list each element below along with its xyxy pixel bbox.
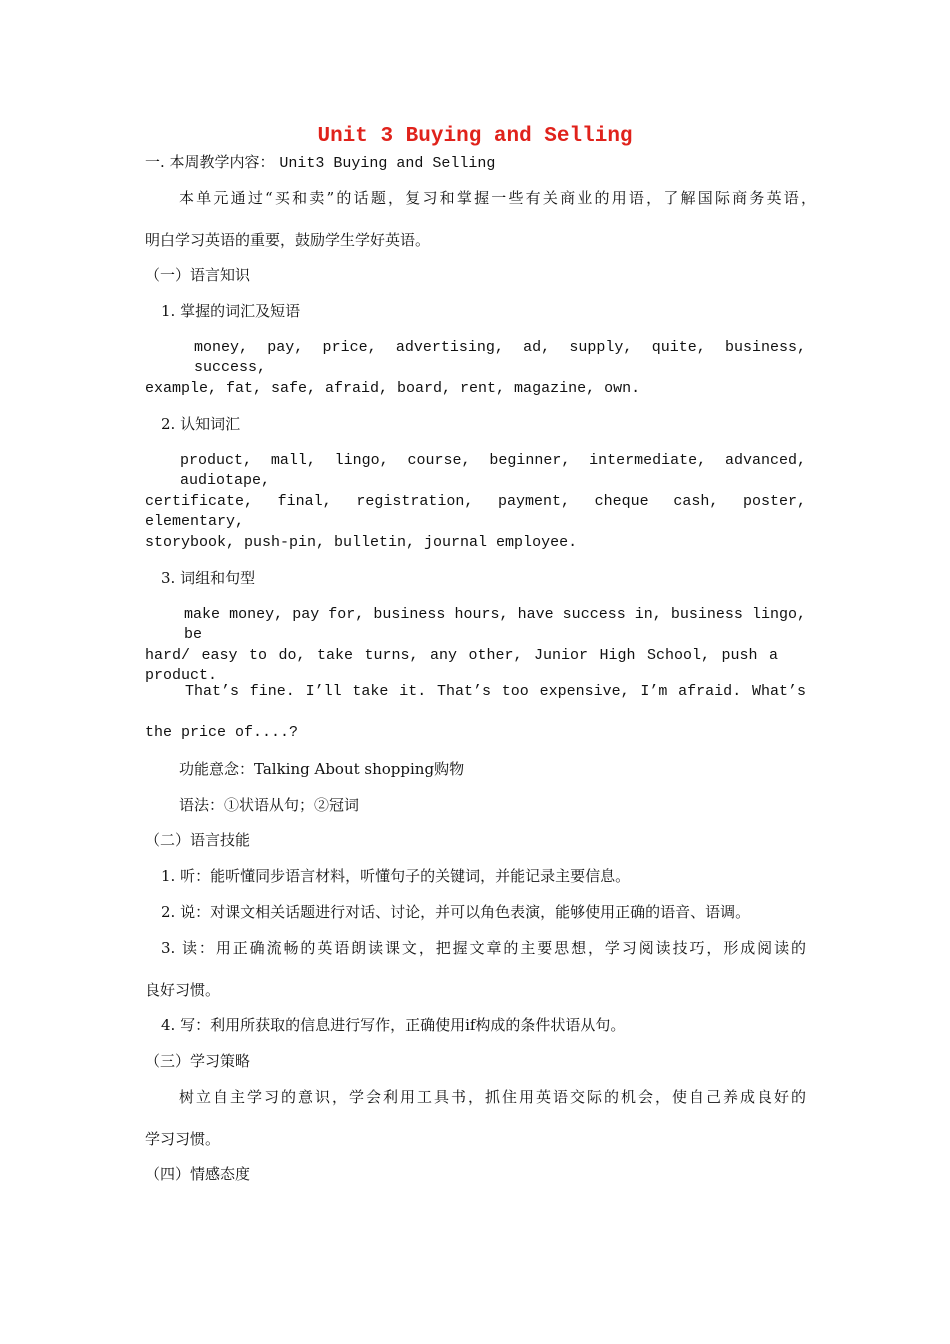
item-vocabulary-label: 1. 掌握的词汇及短语 bbox=[161, 302, 301, 320]
skill-reading-line-2: 良好习惯。 bbox=[145, 981, 221, 999]
item-phrases-label: 3. 词组和句型 bbox=[161, 569, 256, 587]
intro-heading bbox=[145, 152, 495, 174]
skill-listening: 1. 听：能听懂同步语言材料，听懂句子的关键词，并能记录主要信息。 bbox=[161, 867, 631, 885]
phrases-line-1: make money, pay for, business hours, have success in, business lingo, be bbox=[184, 606, 806, 643]
section-heading-emotional-attitude: （四）情感态度 bbox=[145, 1165, 251, 1183]
recognition-vocab-line-3: storybook, push-pin, bulletin, journal employee. bbox=[145, 534, 578, 551]
skill-writing: 4. 写：利用所获取的信息进行写作，正确使用if构成的条件状语从句。 bbox=[161, 1016, 626, 1034]
vocabulary-line-2: example, fat, safe, afraid, board, rent, magazine, own. bbox=[145, 380, 641, 397]
section-heading-language-knowledge: （一）语言知识 bbox=[145, 266, 251, 284]
function-notion: 功能意念：Talking About shopping购物 bbox=[179, 760, 465, 778]
grammar-note: 语法：①状语从句；②冠词 bbox=[179, 796, 360, 814]
phrases-line-4: the price of....? bbox=[145, 724, 299, 741]
skill-speaking: 2. 说：对课文相关话题进行对话、讨论，并可以角色表演，能够使用正确的语音、语调。 bbox=[161, 903, 751, 921]
section-heading-language-skills: （二）语言技能 bbox=[145, 831, 251, 849]
recognition-vocab-line-1: product, mall, lingo, course, beginner, intermediate, advanced, audiotape, bbox=[180, 452, 806, 489]
phrases-line-2: hard/ easy to do, take turns, any other, Junior High School, push a product. bbox=[145, 647, 778, 684]
strategies-line-2: 学习习惯。 bbox=[145, 1130, 221, 1148]
recognition-vocab-line-2: certificate, final, registration, payment, cheque cash, poster, elementary, bbox=[145, 493, 806, 530]
intro-heading-cn: 一. 本周教学内容： bbox=[145, 153, 275, 171]
skill-reading-line-1: 3. 读：用正确流畅的英语朗读课文，把握文章的主要思想，学习阅读技巧，形成阅读的 bbox=[161, 939, 806, 957]
item-recognition-vocab-label: 2. 认知词汇 bbox=[161, 415, 241, 433]
phrases-line-3: That’s fine. I’ll take it. That’s too expensive, I’m afraid. What’s bbox=[185, 683, 806, 700]
section-heading-learning-strategies: （三）学习策略 bbox=[145, 1052, 251, 1070]
intro-paragraph-line-2: 明白学习英语的重要，鼓励学生学好英语。 bbox=[145, 231, 431, 249]
strategies-line-1: 树立自主学习的意识，学会利用工具书，抓住用英语交际的机会，使自己养成良好的 bbox=[179, 1088, 806, 1106]
vocabulary-line-1: money, pay, price, advertising, ad, supply, quite, business, success, bbox=[194, 339, 806, 376]
intro-heading-en: Unit3 Buying and Selling bbox=[279, 155, 496, 172]
intro-paragraph-line-1: 本单元通过“买和卖”的话题，复习和掌握一些有关商业的用语，了解国际商务英语， bbox=[179, 189, 816, 207]
document-title: Unit 3 Buying and Selling bbox=[317, 125, 633, 148]
